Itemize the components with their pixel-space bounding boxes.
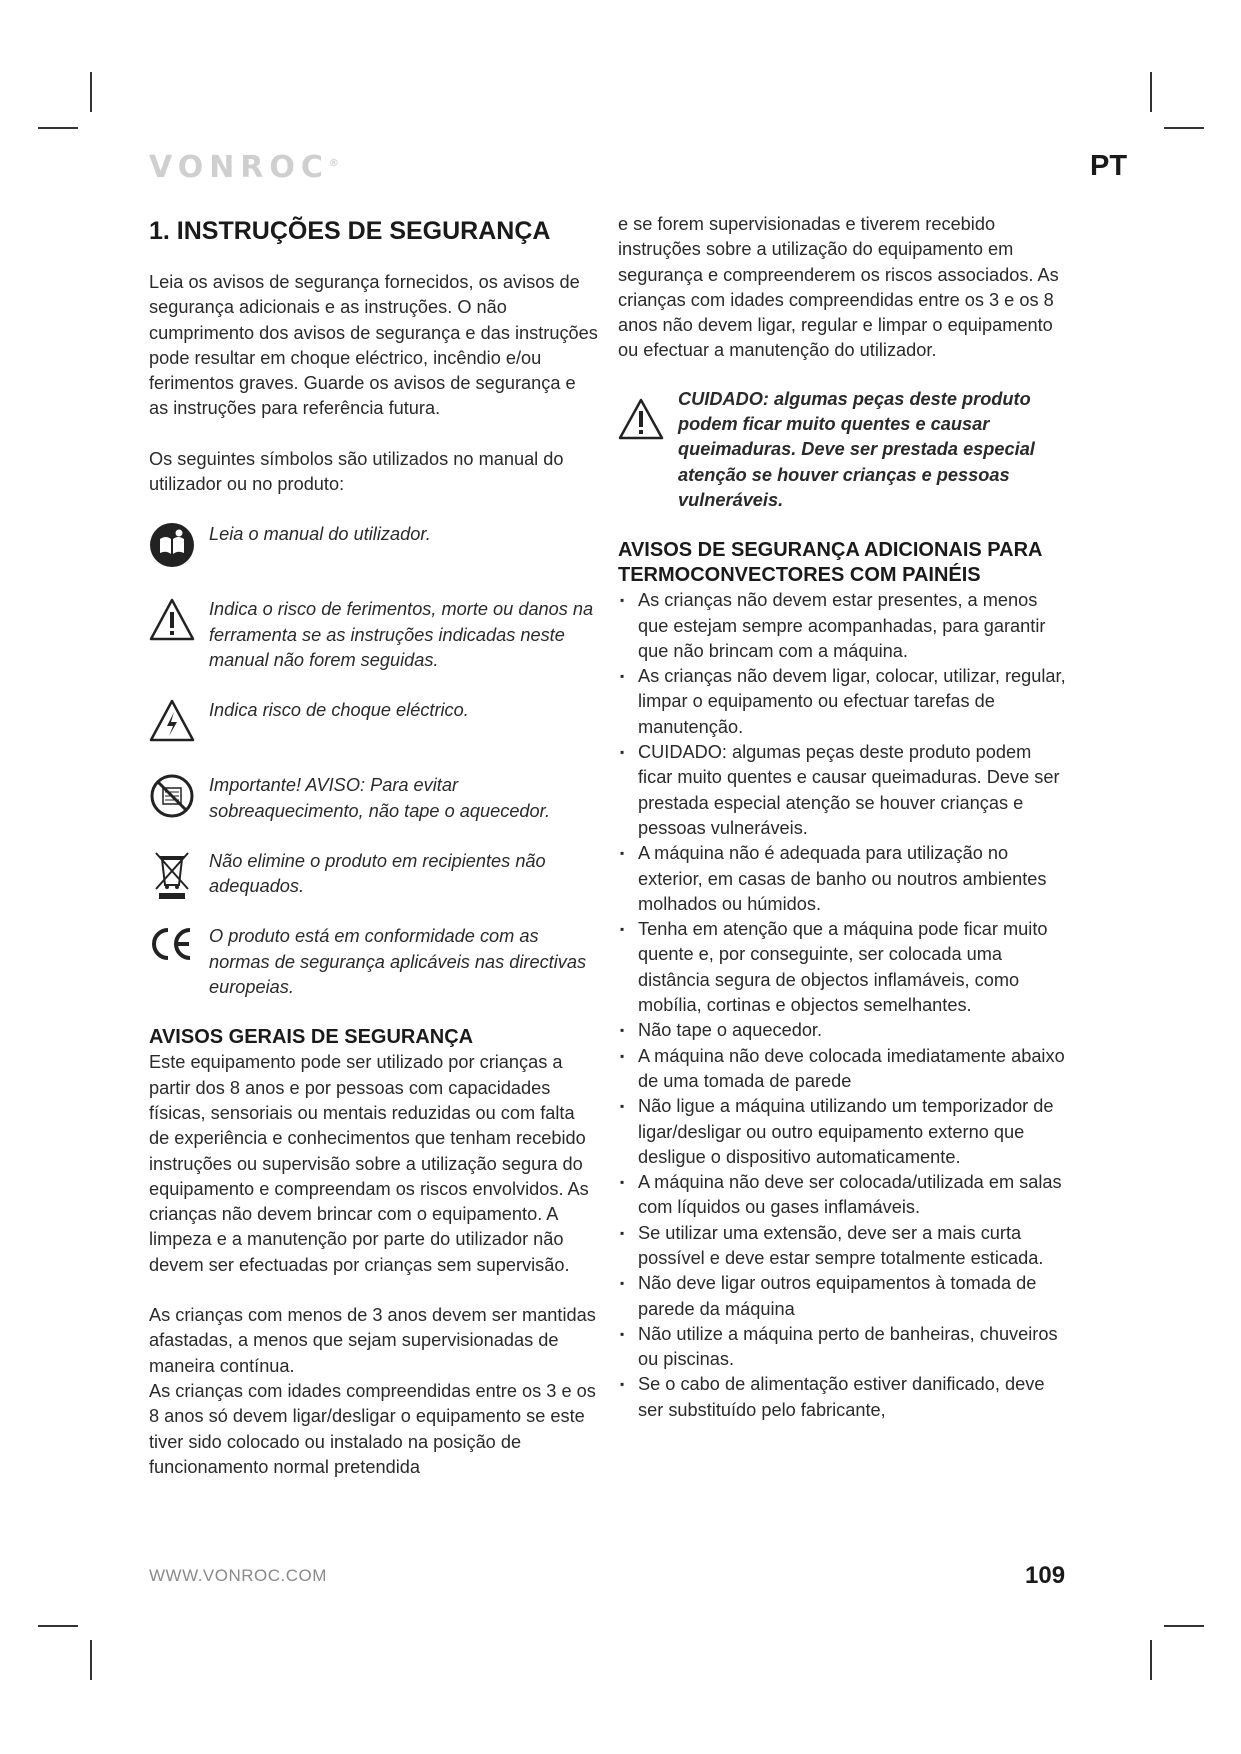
list-item: ▪ As crianças não devem estar presentes, a menos que estejam sempre acompanhadas, para garantir que não brincam com a máquina. [618,588,1068,664]
symbol-row [149,698,599,748]
symbol-text: O produto está em conformidade com as normas de segurança aplicáveis nas directivas europeias. [209,926,587,998]
general-paragraph: As crianças com menos de 3 anos devem ser mantidas afastadas, a menos que sejam supervisionadas de maneira contínua. [149,1305,596,1376]
list-item: ▪ Não ligue a máquina utilizando um temporizador de ligar/desligar ou outro equipamento externo que desligue o dispositivo automaticamente. [618,1094,1068,1170]
list-item: ▪ A máquina não deve ser colocada/utilizada em salas com líquidos ou gases inflamáveis. [618,1170,1068,1221]
read-manual-icon [149,522,199,572]
crop-mark [38,1625,78,1627]
electric-shock-icon [149,698,199,748]
intro-paragraph: Leia os avisos de segurança fornecidos, os avisos de segurança adicionais e as instruções. O não cumprimento dos avisos de segurança e das instruções pode resultar em choque eléctrico, incêndio e/ou ferimentos graves. Guarde os avisos de segurança e as instruções para referência futura. [149,272,598,419]
list-item: ▪ A máquina não deve colocada imediatamente abaixo de uma tomada de parede [618,1044,1068,1095]
symbol-text: Leia o manual do utilizador. [209,524,431,545]
right-column [618,212,1068,1423]
list-item: ▪ As crianças não devem ligar, colocar, utilizar, regular, limpar o equipamento ou efectuar tarefas de manutenção. [618,664,1068,740]
list-item: ▪ Tenha em atenção que a máquina pode ficar muito quente e, por conseguinte, ser colocada uma distância segura de objectos inflamáveis, como mobília, cortinas e objectos semelhantes. [618,917,1068,1018]
list-item: ▪ Se o cabo de alimentação estiver danificado, deve ser substituído pelo fabricante, [618,1372,1068,1423]
list-item: ▪ Não utilize a máquina perto de banheiras, chuveiros ou piscinas. [618,1322,1068,1373]
symbol-row [149,522,599,572]
crop-mark [1150,72,1152,112]
crop-mark [1164,127,1204,129]
crop-mark [90,72,92,112]
list-item: ▪ Não deve ligar outros equipamentos à tomada de parede da máquina [618,1271,1068,1322]
caution-text: CUIDADO: algumas peças deste produto podem ficar muito quentes e causar queimaduras. Deve ser prestada especial atenção se houver crianças e pessoas vulneráveis. [678,388,1035,510]
symbol-text: Importante! AVISO: Para evitar sobreaquecimento, não tape o aquecedor. [209,775,551,821]
crop-mark [90,1640,92,1680]
do-not-cover-icon [149,773,199,823]
page-number: 109 [1025,1562,1066,1589]
section-title: 1. INSTRUÇÕES DE SEGURANÇA [149,217,551,245]
language-code: PT [1090,150,1128,182]
ce-mark-icon [149,924,199,974]
caution-box [618,387,1068,513]
symbol-text: Não elimine o produto em recipientes não adequados. [209,850,546,897]
general-paragraph: Este equipamento pode ser utilizado por crianças a partir dos 8 anos e por pessoas com capacidades físicas, sensoriais ou mentais reduzidas ou com falta de experiência e conhecimentos que tenham recebido instruções ou supervisão sobre a utilização segura do equipamento e compreendam os riscos envolvidos. As crianças não devem brincar com o equipamento. A limpeza e a manutenção por parte do utilizador não devem ser efectuadas por crianças sem supervisão. [149,1052,589,1275]
brand-logo: VONROC® [149,150,339,185]
additional-warnings-heading: AVISOS DE SEGURANÇA ADICIONAIS PARA TERMOCONVECTORES COM PAINÉIS [618,539,1042,587]
symbol-text: Indica o risco de ferimentos, morte ou danos na ferramenta se as instruções indicadas neste manual não forem seguidas. [209,599,594,670]
additional-warnings-list [618,588,1068,1423]
list-item: ▪ Se utilizar uma extensão, deve ser a mais curta possível e deve estar sempre totalmente esticada. [618,1221,1068,1272]
list-item: ▪ CUIDADO: algumas peças deste produto podem ficar muito quentes e causar queimaduras. Deve ser prestada especial atenção se houver crianças e pessoas vulneráveis. [618,740,1068,841]
symbol-row [149,597,599,673]
symbol-row [149,924,599,1000]
symbol-row [149,849,599,900]
weee-bin-icon [149,849,199,899]
general-paragraph: As crianças com idades compreendidas entre os 3 e os 8 anos só devem ligar/desligar o equipamento se este tiver sido colocado ou instalado na posição de funcionamento normal pretendida [149,1380,596,1477]
symbol-text: Indica risco de choque eléctrico. [209,700,469,721]
crop-mark [38,127,78,129]
list-item: ▪ Não tape o aquecedor. [618,1018,1068,1043]
warning-triangle-icon [618,387,678,448]
footer-url[interactable]: WWW.VONROC.COM [149,1566,327,1585]
crop-mark [1150,1640,1152,1680]
continuation-paragraph: e se forem supervisionadas e tiverem recebido instruções sobre a utilização do equipamento em segurança e compreenderem os riscos associados. As crianças com idades compreendidas entre os 3 e os 8 anos não devem ligar, regular e limpar o equipamento ou efectuar a manutenção do utilizador. [618,214,1059,361]
left-column [149,212,599,1480]
symbol-row [149,773,599,824]
crop-mark [1164,1625,1204,1627]
warning-triangle-icon [149,597,199,647]
list-item: ▪ A máquina não é adequada para utilização no exterior, em casas de banho ou noutros ambientes molhados ou húmidos. [618,841,1068,917]
general-warnings-heading: AVISOS GERAIS DE SEGURANÇA [149,1026,474,1049]
symbols-intro: Os seguintes símbolos são utilizados no manual do utilizador ou no produto: [149,448,564,495]
